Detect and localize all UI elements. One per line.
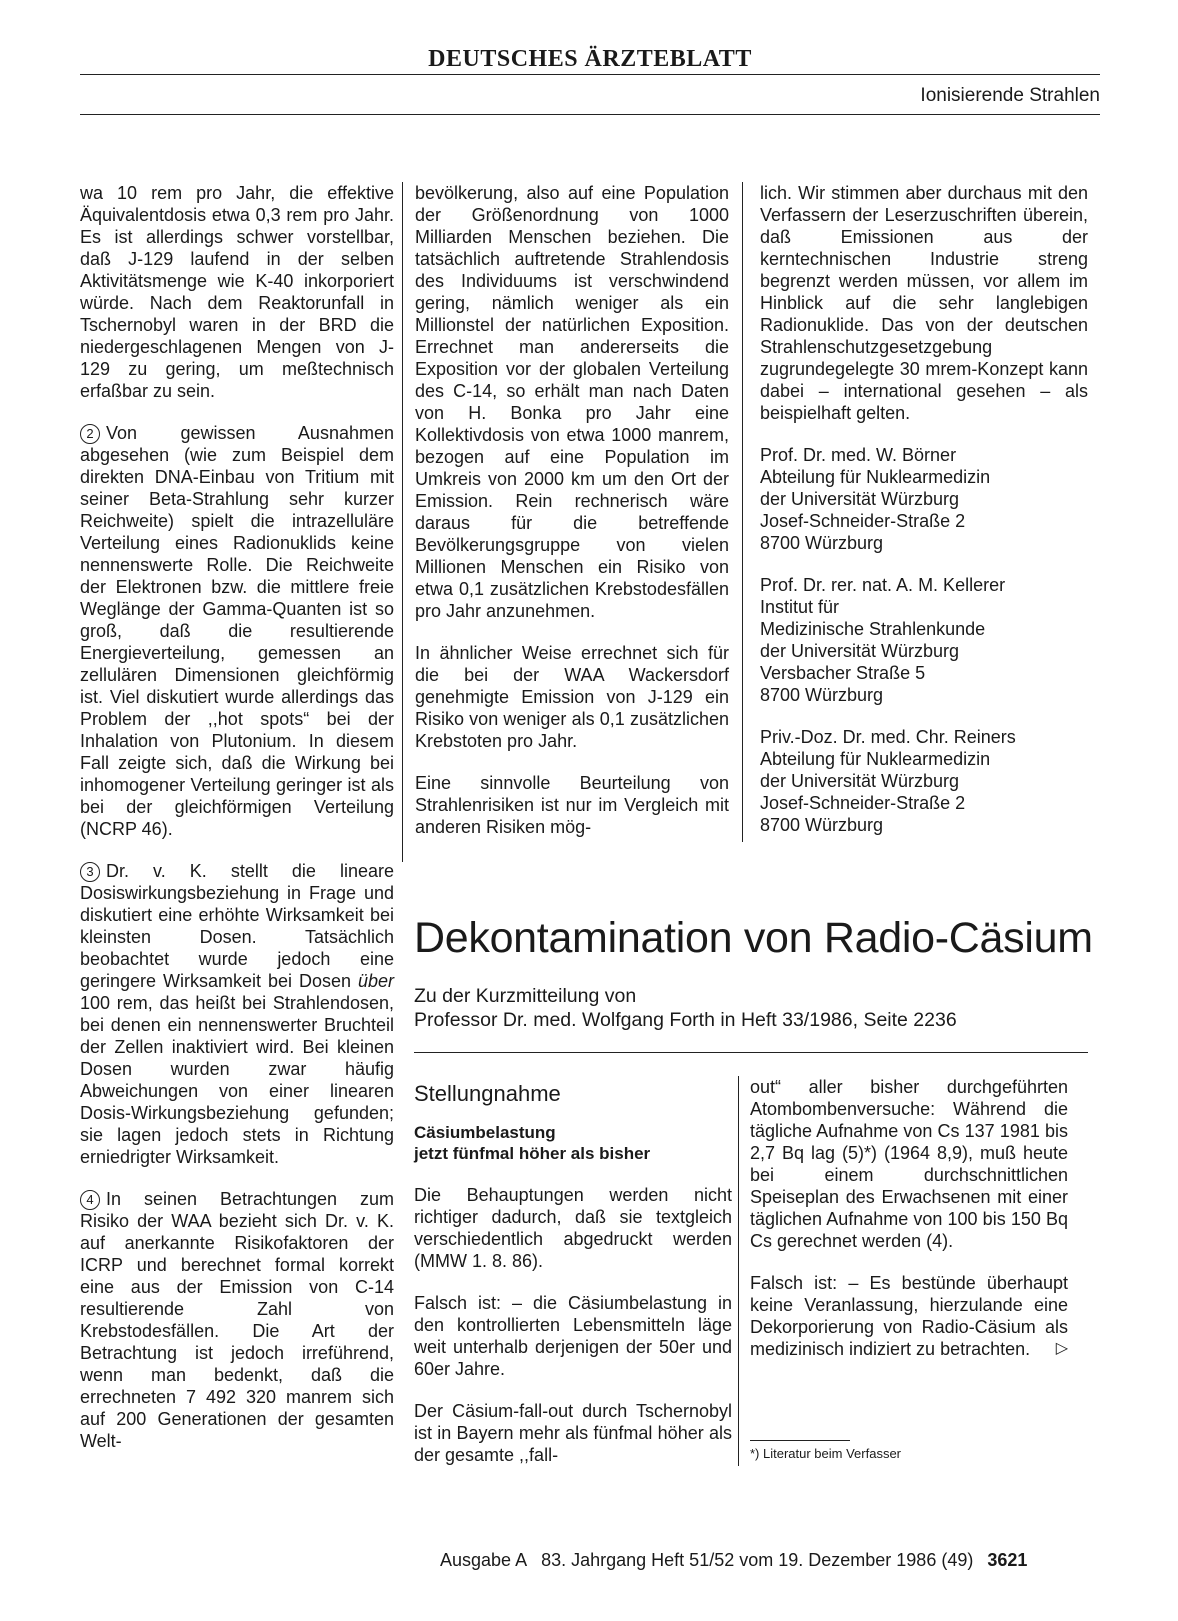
- paragraph-text: Falsch ist: – Es bestünde überhaupt keine Veranlassung, hierzulande eine Dekorporierung von Radio-Cäsium als medizinisch indiziert zu betrachten.: [750, 1273, 1068, 1359]
- paragraph: wa 10 rem pro Jahr, die effektive Äquivalentdosis etwa 0,3 rem pro Jahr. Es ist allerdings schwer vorstellbar, daß J-129 laufend in der selben Aktivitätsmenge wie K-40 inkorporiert würde. Nach dem Reaktorunfall in Tschernobyl waren in der BRD die niedergeschlagenen Mengen von J-129 zu gering, um meßtechnisch erfaßbar zu sein.: [80, 183, 394, 401]
- footnote-rule: [750, 1440, 850, 1441]
- paragraph-text: Von gewissen Ausnahmen abgesehen (wie zum Beispiel dem direkten DNA-Einbau von Tritium mit seiner Beta-Strahlung sehr kurzer Reichweite) spielt die intrazelluläre Verteilung eines Radionuklids keine nennenswerte Rolle. Die Reichweite der Elektronen bzw. die mittlere freie Weglänge der Gamma-Quanten ist so groß, daß die resultierende Energieverteilung, gemessen an zellulären Dimensionen gleichförmig ist. Viel diskutiert wurde allerdings das Problem der ,,hot spots“ bei der Inhalation von Plutonium. In diesem Fall zeigte sich, daß die Wirkung bei inhomogener Verteilung geringer ist als bei der gleichförmigen Verteilung (NCRP 46).: [80, 423, 394, 839]
- address-line: Josef-Schneider-Straße 2: [760, 511, 966, 531]
- author-address: [760, 574, 1088, 706]
- article-column-right: [750, 1076, 1068, 1360]
- kicker-heading: [414, 1122, 732, 1164]
- statement-heading: Stellungnahme: [414, 1081, 561, 1106]
- author-name: Prof. Dr. rer. nat. A. M. Kellerer: [760, 575, 1006, 595]
- author-name: Priv.-Doz. Dr. med. Chr. Reiners: [760, 727, 1016, 747]
- paragraph-2: [80, 422, 394, 840]
- paragraph: out“ aller bisher durchgeführten Atombombenversuche: Während die tägliche Aufnahme von Cs 137 1981 bis 2,7 Bq lag (5)*) (1964 8,9), muß heute bei einem durchschnittlichen Speiseplan des Erwachsenen mit einer täglichen Aufnahme von 100 bis 150 Bq Cs gerechnet werden (4).: [750, 1077, 1068, 1251]
- paragraph: Die Behauptungen werden nicht richtiger dadurch, daß sie textgleich verschiedentlich abgedruckt werden (MMW 1. 8. 86).: [414, 1185, 732, 1271]
- address-line: der Universität Würzburg: [760, 489, 960, 509]
- address-line: 8700 Würzburg: [760, 533, 884, 553]
- address-line: der Universität Würzburg: [760, 771, 960, 791]
- address-line: Josef-Schneider-Straße 2: [760, 793, 966, 813]
- middle-column: [415, 182, 729, 838]
- address-line: der Universität Würzburg: [760, 641, 960, 661]
- author-address: [760, 726, 1088, 836]
- paragraph-text: In seinen Betrachtungen zum Risiko der WAA bezieht sich Dr. v. K. auf anerkannte Risikofaktoren der ICRP und berechnet formal korrekt eine aus der Emission von C-14 resultierende Zahl von Krebstodesfällen. Die Art der Betrachtung ist jedoch irreführend, wenn man bedenkt, daß die errechneten 7 492 320 manrem sich auf 200 Generationen der gesamten Welt-: [80, 1189, 394, 1451]
- circled-number: 3: [80, 862, 100, 882]
- emphasis: über: [357, 971, 394, 991]
- address-line: Versbacher Straße 5: [760, 663, 926, 683]
- address-line: Institut für: [760, 597, 840, 617]
- paragraph-3: [80, 860, 394, 1168]
- kicker-line: jetzt fünfmal höher als bisher: [414, 1144, 651, 1163]
- paragraph: In ähnlicher Weise errechnet sich für die bei der WAA Wackersdorf genehmigte Emission von J-129 ein Risiko von weniger als 0,1 zusätzlichen Krebstoten pro Jahr.: [415, 643, 729, 751]
- article-column-left: [414, 1076, 732, 1466]
- kicker-line: Cäsiumbelastung: [414, 1123, 556, 1142]
- address-line: 8700 Würzburg: [760, 685, 884, 705]
- section-label: Ionisierende Strahlen: [920, 85, 1100, 106]
- column-divider: [402, 182, 403, 862]
- footnote: *) Literatur beim Verfasser: [750, 1446, 902, 1461]
- subtitle-line: Professor Dr. med. Wolfgang Forth in Heft 33/1986, Seite 2236: [414, 1009, 957, 1031]
- address-line: Abteilung für Nuklearmedizin: [760, 467, 991, 487]
- paragraph-text: 100 rem, das heißt bei Strahlendosen, bei denen ein nennenswerter Bruchteil der Zellen inaktiviert wird. Bei kleinen Dosen wurden zwar häufig Abweichungen von einer linearen Dosis-Wirkungsbeziehung gefunden; sie lagen jedoch stets in Richtung erniedrigter Wirksamkeit.: [80, 993, 394, 1167]
- column-divider: [742, 182, 743, 842]
- paragraph: lich. Wir stimmen aber durchaus mit den Verfassern der Leserzuschriften überein, daß Emissionen aus der kerntechnischen Industrie streng begrenzt werden müssen, vor allem im Hinblick auf die sehr langlebigen Radionuklide. Das von der deutschen Strahlenschutzgesetzgebung zugrundegelegte 30 mrem-Konzept kann dabei – international gesehen – als beispielhaft gelten.: [760, 183, 1088, 423]
- left-column: [80, 182, 394, 1452]
- issue-info: Ausgabe A 83. Jahrgang Heft 51/52 vom 19. Dezember 1986 (49): [440, 1550, 974, 1570]
- address-line: Abteilung für Nuklearmedizin: [760, 749, 991, 769]
- page-footer: [440, 1548, 1027, 1572]
- paragraph: [750, 1272, 1068, 1360]
- header-rule-bottom: [80, 114, 1100, 115]
- circled-number: 4: [80, 1190, 100, 1210]
- paragraph-text: Dr. v. K. stellt die lineare Dosiswirkungsbeziehung in Frage und diskutiert eine erhöhte Wirksamkeit bei kleinsten Dosen. Tatsächlich beobachtet wurde jedoch eine geringere Wirksamkeit bei Dosen: [80, 861, 394, 991]
- journal-masthead: DEUTSCHES ÄRZTEBLATT: [428, 46, 752, 72]
- header-rule-top: [80, 74, 1100, 75]
- subtitle-line: Zu der Kurzmitteilung von: [414, 985, 637, 1007]
- circled-number: 2: [80, 424, 100, 444]
- address-line: 8700 Würzburg: [760, 815, 884, 835]
- right-column: [760, 182, 1088, 856]
- article-title: Dekontamination von Radio-Cäsium: [414, 914, 1093, 962]
- article-rule: [414, 1052, 1088, 1053]
- paragraph: bevölkerung, also auf eine Population der Größenordnung von 1000 Milliarden Menschen beziehen. Die tatsächlich auftretende Strahlendosis des Individuums ist verschwindend gering, nämlich weniger als ein Millionstel der natürlichen Exposition. Errechnet man andererseits die Exposition vor der globalen Verteilung des C-14, so erhält man nach Daten von H. Bonka pro Jahr eine Kollektivdosis von etwa 1000 manrem, bezogen auf eine Population im Umkreis von 2000 km um den Ort der Emission. Rein rechnerisch wäre daraus für die betreffende Bevölkerungsgruppe von vielen Millionen Menschen ein Risiko von etwa 0,1 zusätzlichen Krebstodesfällen pro Jahr anzunehmen.: [415, 183, 729, 621]
- page-number: 3621: [987, 1550, 1028, 1570]
- address-line: Medizinische Strahlenkunde: [760, 619, 986, 639]
- paragraph: Der Cäsium-fall-out durch Tschernobyl ist in Bayern mehr als fünfmal höher als der gesamte ,,fall-: [414, 1401, 732, 1465]
- paragraph: Falsch ist: – die Cäsiumbelastung in den kontrollierten Lebensmitteln läge weit unterhalb derjenigen der 50er und 60er Jahre.: [414, 1293, 732, 1379]
- column-divider: [738, 1076, 739, 1466]
- paragraph-4: [80, 1188, 394, 1452]
- author-address: [760, 444, 1088, 554]
- author-name: Prof. Dr. med. W. Börner: [760, 445, 957, 465]
- article-subtitle: [414, 984, 957, 1032]
- paragraph: Eine sinnvolle Beurteilung von Strahlenrisiken ist nur im Vergleich mit anderen Risiken mög-: [415, 773, 729, 837]
- continue-arrow-icon: ▷: [1055, 1340, 1068, 1357]
